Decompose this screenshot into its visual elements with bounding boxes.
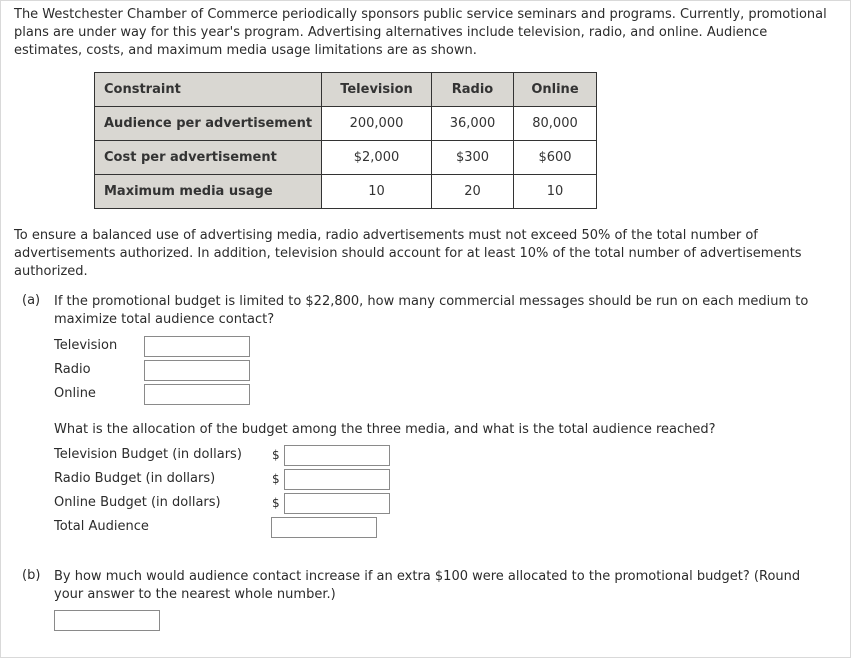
online-budget-dollar: $ (272, 496, 280, 510)
header-radio: Radio (432, 73, 514, 107)
television-count-input[interactable] (144, 336, 250, 357)
row-label-cost: Cost per advertisement (95, 141, 322, 175)
cell-audience-radio: 36,000 (432, 107, 514, 141)
media-table (94, 72, 597, 209)
cell-max-online: 10 (514, 175, 597, 209)
table-row (95, 141, 597, 175)
cell-cost-radio: $300 (432, 141, 514, 175)
total-audience-label: Total Audience (54, 519, 149, 534)
table-header-row (95, 73, 597, 107)
header-constraint: Constraint (95, 73, 322, 107)
radio-budget-dollar: $ (272, 472, 280, 486)
television-budget-label: Television Budget (in dollars) (54, 447, 242, 462)
part-b-tag: (b) (22, 568, 41, 583)
part-b-question (22, 568, 822, 608)
radio-budget-input[interactable] (284, 469, 390, 490)
header-television: Television (322, 73, 432, 107)
television-budget-dollar: $ (272, 448, 280, 462)
cell-audience-television: 200,000 (322, 107, 432, 141)
audience-increase-input[interactable] (54, 610, 160, 631)
part-a-tag: (a) (22, 293, 41, 308)
radio-budget-label: Radio Budget (in dollars) (54, 471, 216, 486)
online-budget-input[interactable] (284, 493, 390, 514)
part-a-question (22, 293, 822, 333)
cell-max-television: 10 (322, 175, 432, 209)
cell-cost-television: $2,000 (322, 141, 432, 175)
cell-audience-online: 80,000 (514, 107, 597, 141)
header-online: Online (514, 73, 597, 107)
intro-paragraph: The Westchester Chamber of Commerce periodically sponsors public service seminars and programs. Currently, promotional plans are under way for this year's program. Advertising alternatives include television, radio, and online. Audience estimates, costs, and maximum media usage limitations are as shown. (14, 7, 827, 58)
online-budget-label: Online Budget (in dollars) (54, 495, 221, 510)
online-count-label: Online (54, 386, 96, 401)
part-a-question-text: If the promotional budget is limited to $22,800, how many commercial messages should be run on each medium to maximize total audience contact? (54, 294, 809, 327)
row-label-audience: Audience per advertisement (95, 107, 322, 141)
constraints-paragraph: To ensure a balanced use of advertising media, radio advertisements must not exceed 50% of the total number of advertisements authorized. In addition, television should account for at least 10% of the total number of advertisements authorized. (14, 228, 802, 279)
television-count-label: Television (54, 338, 118, 353)
allocation-question: What is the allocation of the budget among the three media, and what is the total audience reached? (54, 422, 716, 437)
online-count-input[interactable] (144, 384, 250, 405)
cell-cost-online: $600 (514, 141, 597, 175)
cell-max-radio: 20 (432, 175, 514, 209)
row-label-max-usage: Maximum media usage (95, 175, 322, 209)
radio-count-label: Radio (54, 362, 91, 377)
table-row (95, 107, 597, 141)
television-budget-input[interactable] (284, 445, 390, 466)
table-row (95, 175, 597, 209)
radio-count-input[interactable] (144, 360, 250, 381)
total-audience-input[interactable] (271, 517, 377, 538)
part-b-question-text: By how much would audience contact increase if an extra $100 were allocated to the promotional budget? (Round your answer to the nearest whole number.) (54, 569, 801, 602)
